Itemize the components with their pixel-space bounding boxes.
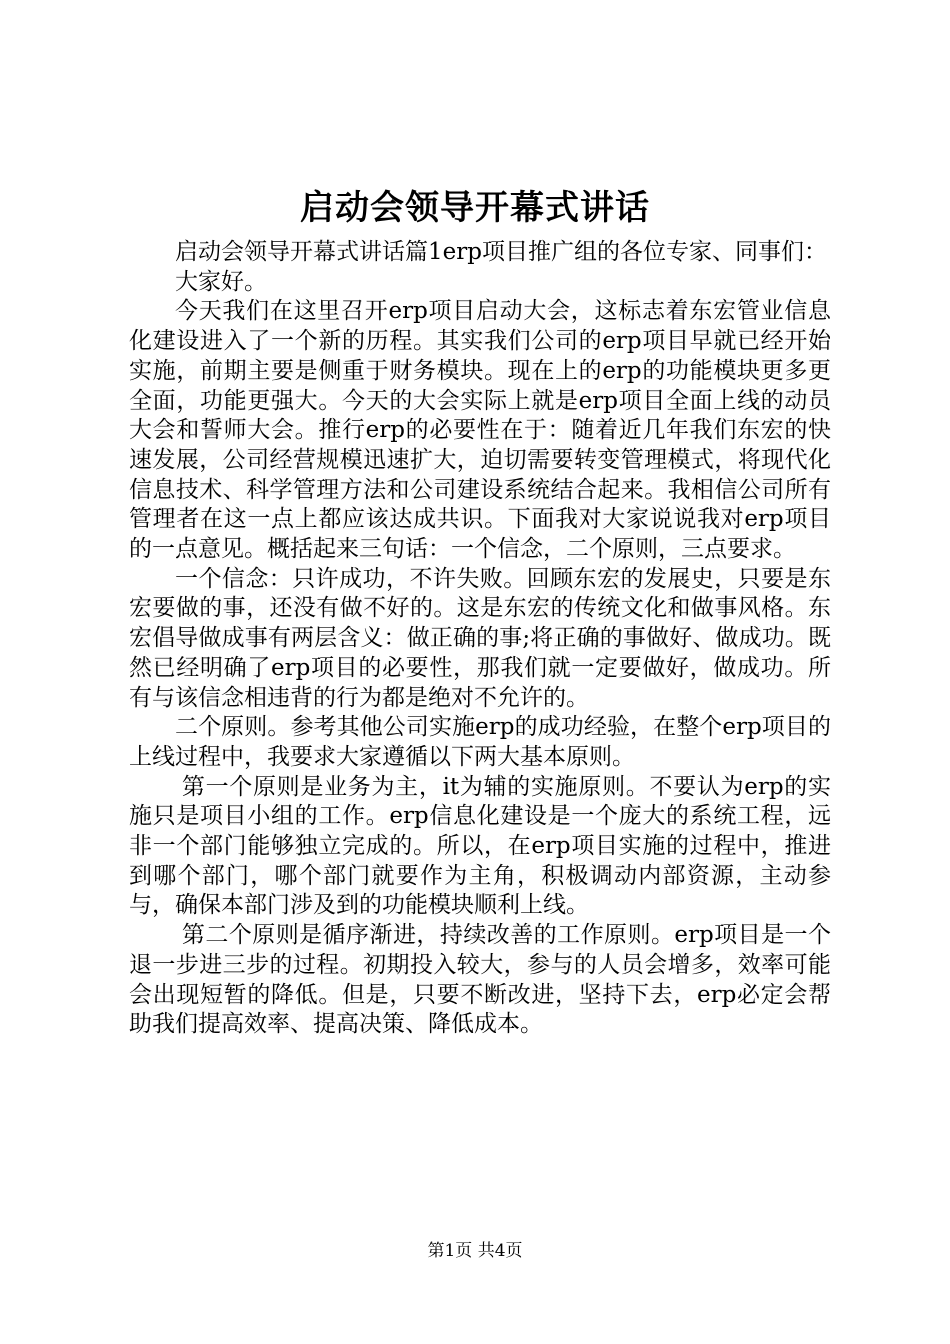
paragraph-project-launch: 今天我们在这里召开erp项目启动大会，这标志着东宏管业信息化建设进入了一个新的历程。其实我们公司的erp项目早就已经开始实施，前期主要是侧重于财务模块。现在上的erp的功能模块更多更全面，功能更强大。今天的大会实际上就是erp项目全面上线的动员大会和誓师大会。推行erp的必要性在于：随着近几年我们东宏的快速发展，公司经营规模迅速扩大，迫切需要转变管理模式，将现代化信息技术、科学管理方法和公司建设系统结合起来。我相信公司所有管理者在这一点上都应该达成共识。下面我对大家说说我对erp项目的一点意见。概括起来三句话：一个信念，二个原则，三点要求。 (129, 298, 831, 563)
paragraph-two-principles: 二个原则。参考其他公司实施erp的成功经验，在整个erp项目的上线过程中，我要求大家遵循以下两大基本原则。 (129, 714, 831, 770)
paragraph-second-principle: 第二个原则是循序渐进，持续改善的工作原则。erp项目是一个退一步进三步的过程。初期投入较大，参与的人员会增多，效率可能会出现短暂的降低。但是，只要不断改进，坚持下去，erp必定会帮助我们提高效率、提高决策、降低成本。 (129, 922, 831, 1038)
paragraph-one-belief: 一个信念：只许成功，不许失败。回顾东宏的发展史，只要是东宏要做的事，还没有做不好的。这是东宏的传统文化和做事风格。东宏倡导做成事有两层含义：做正确的事;将正确的事做好、做成功。既然已经明确了erp项目的必要性，那我们就一定要做好，做成功。所有与该信念相违背的行为都是绝对不允许的。 (129, 565, 831, 711)
document-body (129, 238, 831, 1040)
paragraph-first-principle: 第一个原则是业务为主，it为辅的实施原则。不要认为erp的实施只是项目小组的工作。erp信息化建设是一个庞大的系统工程，远非一个部门能够独立完成的。所以，在erp项目实施的过程中，推进到哪个部门，哪个部门就要作为主角，积极调动内部资源，主动参与，确保本部门涉及到的功能模块顺利上线。 (129, 773, 831, 919)
page-number-footer: 第1页 共4页 (427, 1241, 523, 1261)
document-title: 启动会领导开幕式讲话 (300, 188, 650, 228)
paragraph-greeting: 大家好。 (175, 268, 267, 295)
paragraph-opening: 启动会领导开幕式讲话篇1erp项目推广组的各位专家、同事们： (175, 239, 827, 265)
